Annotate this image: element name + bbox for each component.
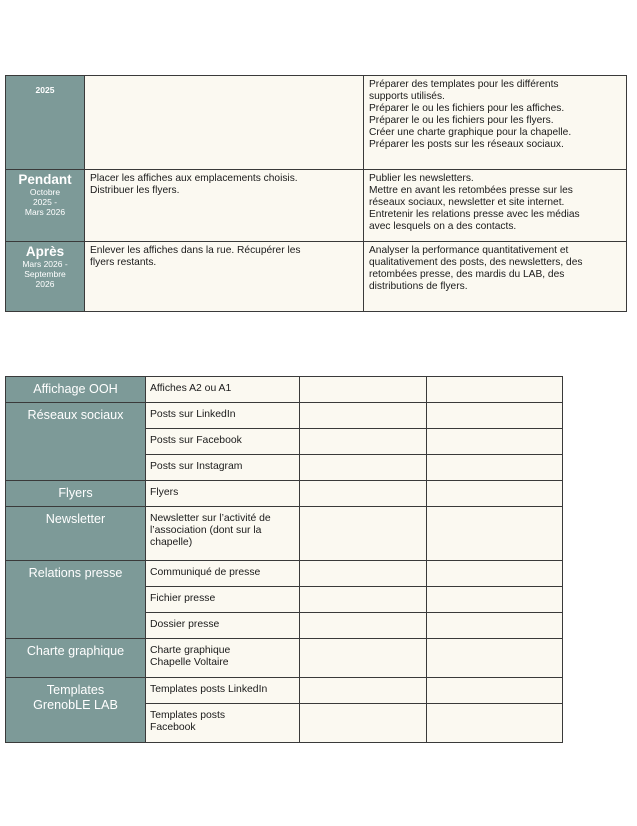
task-line: Préparer des templates pour les différents	[369, 79, 559, 90]
tool-line: Templates posts	[150, 710, 226, 721]
task-line: distributions de flyers.	[369, 281, 468, 292]
channel-row	[6, 507, 563, 561]
phase-cell	[6, 76, 85, 170]
empty-cell	[427, 455, 563, 481]
category-line: Templates	[46, 683, 105, 697]
tool-line: Newsletter sur l’activité de	[150, 513, 271, 524]
task-line: avec lesquels on a des contacts.	[369, 221, 517, 232]
actions-cell	[85, 76, 364, 170]
category-cell: Relations presse	[6, 561, 146, 639]
task-line: supports utilisés.	[369, 91, 445, 102]
tasks-cell	[364, 76, 627, 170]
empty-cell	[427, 561, 563, 587]
tool-cell: Dossier presse	[146, 613, 300, 639]
empty-cell	[300, 704, 427, 743]
empty-cell	[300, 403, 427, 429]
empty-cell	[427, 639, 563, 678]
channels-table	[5, 376, 563, 743]
schedule-table	[5, 75, 627, 312]
task-line: Préparer les posts sur les réseaux sociaux.	[369, 139, 564, 150]
phase-cell	[6, 242, 85, 312]
tool-cell: Templates posts LinkedIn	[146, 678, 300, 704]
phase-year: 2025	[35, 85, 55, 95]
task-line: qualitativement des posts, des newsletters, des	[369, 257, 583, 268]
tool-cell	[146, 507, 300, 561]
category-cell	[6, 678, 146, 743]
tool-line: chapelle)	[150, 537, 193, 548]
empty-cell	[427, 587, 563, 613]
schedule-row-avant	[6, 76, 627, 170]
empty-cell	[427, 481, 563, 507]
phase-period: Octobre	[29, 187, 61, 197]
empty-cell	[427, 403, 563, 429]
category-cell: Flyers	[6, 481, 146, 507]
empty-cell	[300, 507, 427, 561]
empty-cell	[300, 377, 427, 403]
task-line: Mettre en avant les retombées presse sur les	[369, 185, 573, 196]
tool-cell: Affiches A2 ou A1	[146, 377, 300, 403]
empty-cell	[427, 613, 563, 639]
channel-row	[6, 403, 563, 429]
tasks-cell	[364, 242, 627, 312]
action-line: Placer les affiches aux emplacements choisis.	[90, 173, 298, 184]
empty-cell	[427, 704, 563, 743]
phase-name: Après	[25, 244, 65, 259]
phase-name: Pendant	[18, 172, 72, 187]
actions-cell	[85, 242, 364, 312]
task-line: Préparer le ou les fichiers pour les affiches.	[369, 103, 565, 114]
schedule-row-apres	[6, 242, 627, 312]
empty-cell	[300, 481, 427, 507]
action-line: flyers restants.	[90, 257, 157, 268]
task-line: Publier les newsletters.	[369, 173, 474, 184]
empty-cell	[427, 678, 563, 704]
phase-period: Mars 2026	[24, 207, 66, 217]
channel-row	[6, 561, 563, 587]
task-line: Analyser la performance quantitativement et	[369, 245, 569, 256]
tool-line: Charte graphique	[150, 645, 231, 656]
tasks-cell	[364, 170, 627, 242]
empty-cell	[300, 639, 427, 678]
category-line: GrenobLE LAB	[33, 698, 118, 712]
empty-cell	[300, 587, 427, 613]
phase-period: 2025 -	[32, 197, 58, 207]
tool-cell: Posts sur Facebook	[146, 429, 300, 455]
action-line: Distribuer les flyers.	[90, 185, 180, 196]
tool-cell: Posts sur Instagram	[146, 455, 300, 481]
tool-cell: Posts sur LinkedIn	[146, 403, 300, 429]
empty-cell	[300, 613, 427, 639]
tool-cell: Fichier presse	[146, 587, 300, 613]
phase-period: Septembre	[24, 269, 66, 279]
channel-row	[6, 377, 563, 403]
empty-cell	[427, 507, 563, 561]
empty-cell	[427, 377, 563, 403]
category-cell: Réseaux sociaux	[6, 403, 146, 481]
tool-cell	[146, 639, 300, 678]
phase-period: Mars 2026 -	[22, 259, 68, 269]
empty-cell	[427, 429, 563, 455]
phase-cell	[6, 170, 85, 242]
category-cell: Charte graphique	[6, 639, 146, 678]
task-line: retombées presse, des mardis du LAB, des	[369, 269, 565, 280]
channel-row	[6, 678, 563, 704]
task-line: Créer une charte graphique pour la chapelle.	[369, 127, 572, 138]
schedule-row-pendant	[6, 170, 627, 242]
category-cell: Affichage OOH	[6, 377, 146, 403]
empty-cell	[300, 678, 427, 704]
channel-row	[6, 639, 563, 678]
task-line: Entretenir les relations presse avec les médias	[369, 209, 580, 220]
tool-cell	[146, 704, 300, 743]
action-line: Enlever les affiches dans la rue. Récupérer les	[90, 245, 301, 256]
category-cell: Newsletter	[6, 507, 146, 561]
phase-period: 2026	[35, 279, 55, 289]
tool-line: l’association (dont sur la	[150, 525, 262, 536]
empty-cell	[300, 455, 427, 481]
empty-cell	[300, 429, 427, 455]
channel-row	[6, 481, 563, 507]
tool-line: Chapelle Voltaire	[150, 657, 229, 668]
tool-cell: Communiqué de presse	[146, 561, 300, 587]
tool-line: Facebook	[150, 722, 196, 733]
tool-cell: Flyers	[146, 481, 300, 507]
empty-cell	[300, 561, 427, 587]
actions-cell	[85, 170, 364, 242]
task-line: réseaux sociaux, newsletter et site internet.	[369, 197, 565, 208]
task-line: Préparer le ou les fichiers pour les flyers.	[369, 115, 554, 126]
